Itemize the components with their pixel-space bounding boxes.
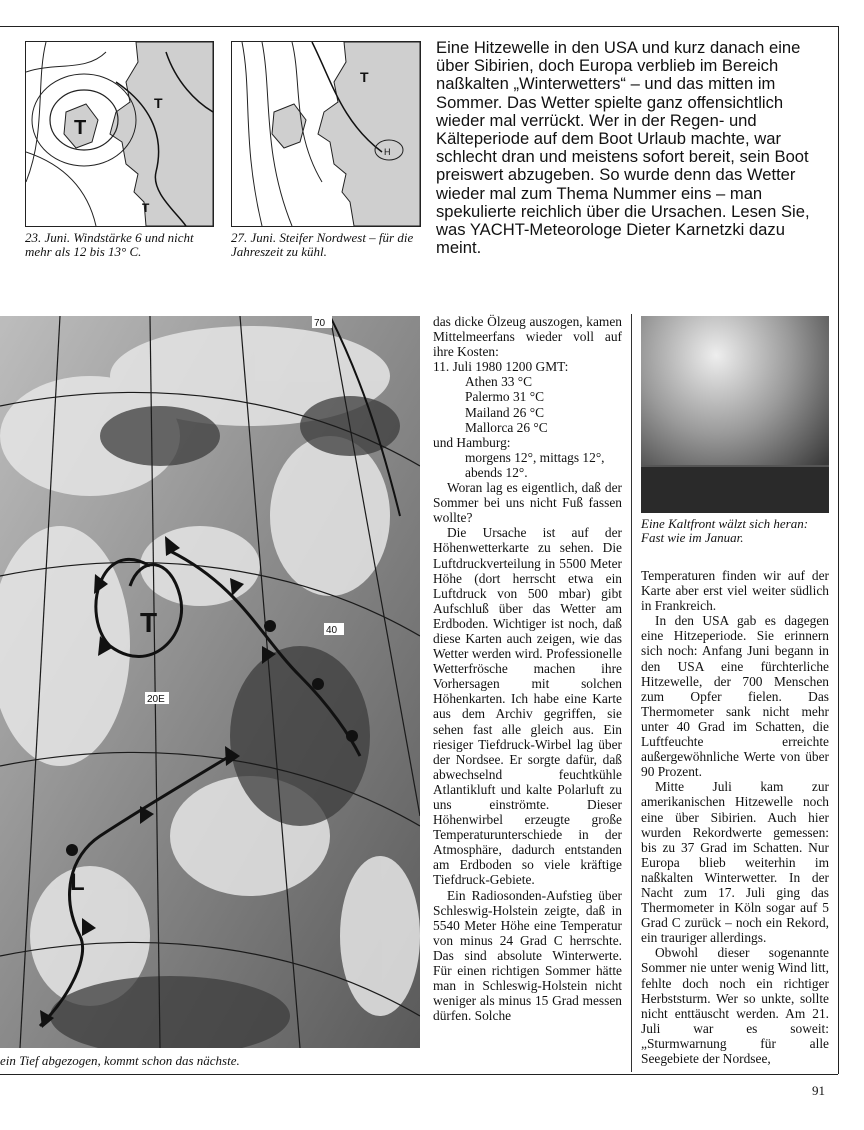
satellite-image-drawing [0, 316, 420, 1048]
map-2-caption: 27. Juni. Steifer Nordwest – für die Jahreszeit zu kühl. [231, 230, 414, 259]
frame-bottom-rule [0, 1074, 838, 1075]
article-column-1 [433, 314, 622, 1023]
frame-right-rule [838, 26, 839, 1074]
col1-hamburg-line-1: morgens 12°, mittags 12°, [465, 449, 605, 465]
col2-paragraph-2: In den USA gab es dagegen eine Hitzeperiode. Sie erinnern sich noch: Anfang Juni begann in den USA eine fürchterliche Hitzewelle, der 700 Menschen zum Opfer fielen. Das Thermometer sank nicht mehr unter 40 Grad im Schatten, die Luftfeuchte erreichte außergewöhnliche Werte von über 90 Prozent. [641, 613, 829, 780]
cold-front-photo [641, 316, 829, 513]
weather-map-june-27-drawing [232, 42, 420, 226]
col1-hamburg-line-2: abends 12°. [465, 464, 528, 480]
col1-paragraph-3: Die Ursache ist auf der Höhenwetterkarte zu sehen. Die Luftdruckverteilung in 5500 Meter Höhe (dort herrscht etwa ein Luftdruck von 500 mbar) gibt Aufschluß über das Wetter am Erdboden. Wichtiger ist noch, daß diese Karten auch zeigen, wie das Wetter werden wird. Professionelle Wetterfrösche machen ihre Vorhersagen mit solchen Höhenkarten. Ich habe eine Karte aus dem Archiv gegriffen, sie sehen fast alle gleich aus. Ein riesiger Tiefdruck-Wirbel lag über der Nordsee. Er sorgte dafür, daß abwechselnd feuchtkühle Atlantikluft und kalte Polarluft zu uns einströmte. Dieser Höhenwirbel erzeugte große Temperaturunterschiede in der Atmosphäre, dadurch entstanden am Erdboden so viele kräftige Tiefdruck-Gebiete. [433, 525, 622, 888]
weather-map-june-27 [231, 41, 421, 227]
column-divider [631, 314, 632, 1072]
satellite-caption: ein Tief abgezogen, kommt schon das nächste. [0, 1053, 240, 1068]
col2-paragraph-1: Temperaturen finden wir auf der Karte aber erst viel weiter südlich in Frankreich. [641, 568, 829, 614]
satellite-low-symbol-2: L [70, 869, 85, 896]
col1-temp-mallorca: Mallorca 26 °C [465, 419, 548, 435]
col1-temp-palermo: Palermo 31 °C [465, 389, 544, 405]
intro-text: Eine Hitzewelle in den USA und kurz danach eine über Sibirien, doch Europa verblieb im Bereich naßkalten „Winterwetters“ – und das mitten im Sommer. Das Wetter spielte ganz offensichtlich wieder mal verrückt. Wer in der Regen- und Kälteperiode auf dem Boot Urlaub machte, war schlecht dran und meistens sofort bereit, sein Boot preiswert abzugeben. So wurde denn das Wetter wieder mal zum Thema Nummer eins – man spekulierte reichlich über die Ursachen. Lesen Sie, was YACHT-Meteorologe Dieter Karnetzki dazu meint. [436, 38, 810, 258]
svg-text:T: T [154, 95, 163, 111]
svg-text:T: T [142, 201, 150, 215]
satellite-label-20e: 20E [147, 694, 165, 705]
col2-paragraph-4: Obwohl dieser sogenannte Sommer nie unter wenig Wind litt, fehlte doch noch ein richtiger Herbststurm. Wer so unkte, sollte nicht enttäuscht werden. Am 21. Juli war es soweit: „Sturmwarnung für alle Seegebiete der Nordsee, [641, 945, 829, 1066]
col1-paragraph-2: Woran lag es eigentlich, daß der Sommer bei uns nicht Fuß fassen wollte? [433, 480, 622, 526]
col1-hamburg-intro: und Hamburg: [433, 434, 511, 450]
page-number: 91 [812, 1083, 825, 1098]
frame-top-rule [0, 26, 838, 27]
satellite-low-symbol: T [140, 607, 158, 638]
col2-paragraph-3: Mitte Juli kam zur amerikanischen Hitzewelle noch eine über Sibirien. Auch hier wurden Rekordwerte gemessen: bis zu 37 Grad im Schatten. Nur Europa blieb weiterhin im naßkalten Winterwetter. In der Nacht zum 17. Juli ging das Thermometer in Köln sogar auf 5 Grad C zurück – noch ein Rekord, ein trauriger allerdings. [641, 779, 829, 946]
cold-front-photo-drawing [641, 316, 829, 513]
col1-paragraph-1: das dicke Ölzeug auszogen, kamen Mittelmeerfans wieder voll auf ihre Kosten: [433, 314, 622, 360]
col1-paragraph-4: Ein Radiosonden-Aufstieg über Schleswig-Holstein zeigte, daß in 5540 Meter Höhe eine Temperatur von minus 24 Grad C herrschte. Das sind absolute Winterwerte. Für einen richtigen Sommer hätte man in Schleswig-Holstein nicht weniger als minus 15 Grad messen dürfen. Solche [433, 887, 622, 1024]
svg-text:T: T [360, 69, 369, 85]
weather-map-june-23 [25, 41, 214, 227]
weather-map-june-23-drawing [26, 42, 213, 226]
article-column-2 [641, 568, 829, 1066]
col1-temp-athen: Athen 33 °C [465, 374, 533, 390]
map-1-caption: 23. Juni. Windstärke 6 und nicht mehr als 12 bis 13° C. [25, 230, 194, 259]
photo-caption: Eine Kaltfront wälzt sich heran: Fast wie im Januar. [641, 516, 809, 545]
satellite-image [0, 316, 420, 1048]
satellite-label-70: 70 [314, 318, 326, 329]
svg-text:T: T [74, 117, 87, 139]
intro-paragraph [436, 39, 828, 257]
col1-date-line: 11. Juli 1980 1200 GMT: [433, 359, 569, 375]
satellite-label-40: 40 [326, 625, 338, 636]
svg-text:H: H [384, 147, 391, 157]
col1-temp-mailand: Mailand 26 °C [465, 404, 544, 420]
